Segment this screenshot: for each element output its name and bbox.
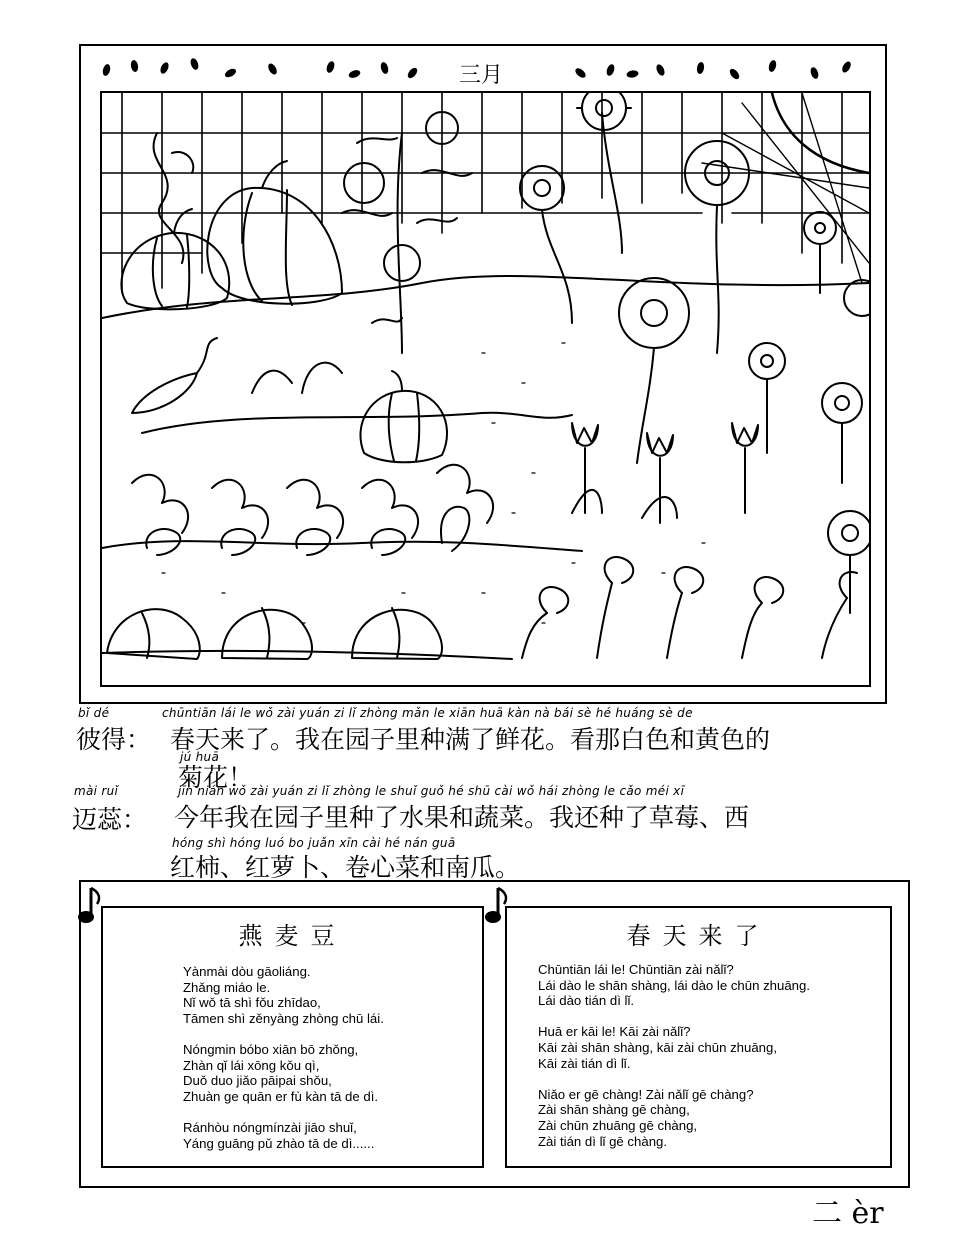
- lyric-line: Yànmài dòu gāoliáng.: [183, 964, 311, 979]
- song-lyrics: [538, 962, 810, 1165]
- chinese-text: 红柿、红萝卜、卷心菜和南瓜。: [170, 853, 521, 882]
- garden-scene: [100, 91, 871, 687]
- seed-icon: [655, 63, 666, 77]
- song-lyrics: [183, 964, 384, 1167]
- lyric-line: Niǎo er gē chàng! Zài nǎlǐ gē chàng?: [538, 1086, 754, 1102]
- pinyin-line: chūntiān lái le wǒ zài yuán zi lǐ zhòng mǎn le xiān huā kàn nà bái sè hé huáng sè de: [162, 706, 693, 720]
- song-verse: [538, 1024, 810, 1071]
- seed-icon: [574, 66, 588, 79]
- song-verse: [538, 1087, 810, 1149]
- lyric-line: Chūntiān lái le! Chūntiān zài nǎlǐ?: [538, 962, 734, 977]
- lyric-line: Zài shān shàng gē chàng,: [538, 1102, 690, 1118]
- lyric-line: Zhǎng miáo le.: [183, 979, 271, 995]
- seed-icon: [159, 61, 170, 75]
- chinese-text: 菊花！: [178, 763, 254, 792]
- lyric-line: Nóngmin bóbo xiān bō zhǒng,: [183, 1041, 359, 1057]
- speaker-name: 迈蕊：: [72, 805, 148, 834]
- pumpkin-icon: [121, 209, 229, 309]
- flower-icon: [749, 212, 869, 613]
- lyric-line: Lái dào le shān shàng, lái dào le chūn zhuāng.: [538, 977, 811, 993]
- songs-frame: [79, 880, 910, 1188]
- seed-icon: [266, 62, 278, 76]
- sun-icon: [702, 93, 869, 283]
- rose-icon: [522, 557, 857, 658]
- seed-icon: [728, 67, 741, 81]
- song-box-spring-is-here: [505, 906, 892, 1168]
- lyric-line: Lái dào tián dì lǐ.: [538, 993, 635, 1009]
- chinese-text: 今年我在园子里种了水果和蔬菜。我还种了草莓、西: [174, 803, 750, 832]
- seed-icon: [325, 60, 336, 74]
- illustration-frame: [79, 44, 887, 704]
- lyric-line: Tāmen shì zěnyàng zhòng chū lái.: [183, 1010, 384, 1026]
- song-verse: [183, 1042, 384, 1104]
- speaker-pinyin: mài ruǐ: [74, 784, 119, 798]
- chinese-text: 春天来了。我在园子里种满了鲜花。看那白色和黄色的: [170, 725, 771, 754]
- song-title: 燕麦豆: [238, 922, 347, 950]
- lyric-line: Zhuàn ge quān er fù kàn tā de dì.: [183, 1088, 379, 1104]
- lyric-line: Kāi zài shān shàng, kāi zài chūn zhuāng,: [538, 1039, 777, 1055]
- lyric-line: Kāi zài tián dì lǐ.: [538, 1055, 631, 1071]
- dirt-dots: [162, 343, 705, 623]
- song-verse: [183, 1120, 384, 1151]
- lyric-line: Nǐ wǒ tā shì fǒu zhīdao,: [183, 995, 321, 1011]
- lyric-line: Yáng guāng pǔ zhào tā de dì......: [183, 1135, 375, 1151]
- lyric-line: Duǒ duo jiǎo pāipai shǒu,: [183, 1073, 332, 1089]
- seed-icon: [696, 61, 705, 74]
- page-number: 二 èr: [812, 1196, 884, 1231]
- speaker-pinyin: bǐ dé: [78, 706, 110, 720]
- lyric-line: Ránhòu nóngmínzài jiāo shuǐ,: [183, 1119, 357, 1135]
- seed-icon: [189, 57, 200, 71]
- lyric-line: Zài chūn zhuāng gē chàng,: [538, 1117, 698, 1133]
- pinyin-line: jīn nián wǒ zài yuán zi lǐ zhòng le shuǐ guǒ hé shū cài wǒ hái zhòng le cǎo méi xī: [178, 784, 685, 798]
- month-title: 三月: [458, 63, 503, 88]
- tulip-icon: [572, 423, 758, 523]
- seed-icon: [380, 61, 390, 74]
- seed-icon: [626, 70, 639, 79]
- pinyin-line: hóng shì hóng luó bo juǎn xīn cài hé nán guā: [172, 836, 456, 850]
- seed-icon: [406, 66, 419, 80]
- seed-icon: [348, 69, 362, 80]
- song-box-oats-peas-beans: [101, 906, 484, 1168]
- music-note-icon: [77, 886, 103, 926]
- lyric-line: Zài tián dì lǐ gē chàng.: [538, 1133, 668, 1149]
- seed-icon: [224, 67, 238, 79]
- pinyin-line: jú huā: [180, 750, 220, 764]
- lyric-line: Zhàn qǐ lái xōng kǒu qì,: [183, 1057, 320, 1073]
- lyric-line: Huā er kāi le! Kāi zài nǎlǐ?: [538, 1024, 691, 1040]
- seed-icon: [809, 66, 820, 80]
- seed-icon: [768, 59, 778, 72]
- seed-icon: [130, 59, 139, 72]
- seed-icon: [605, 63, 616, 77]
- trellis-grid: [102, 93, 869, 293]
- song-title: 春天来了: [626, 922, 771, 950]
- carrot-icon: [132, 338, 342, 413]
- seed-icon: [102, 63, 112, 76]
- song-verse: [183, 964, 384, 1026]
- song-verse: [538, 962, 810, 1009]
- speaker-name: 彼得：: [76, 725, 152, 754]
- seed-icon: [840, 60, 852, 74]
